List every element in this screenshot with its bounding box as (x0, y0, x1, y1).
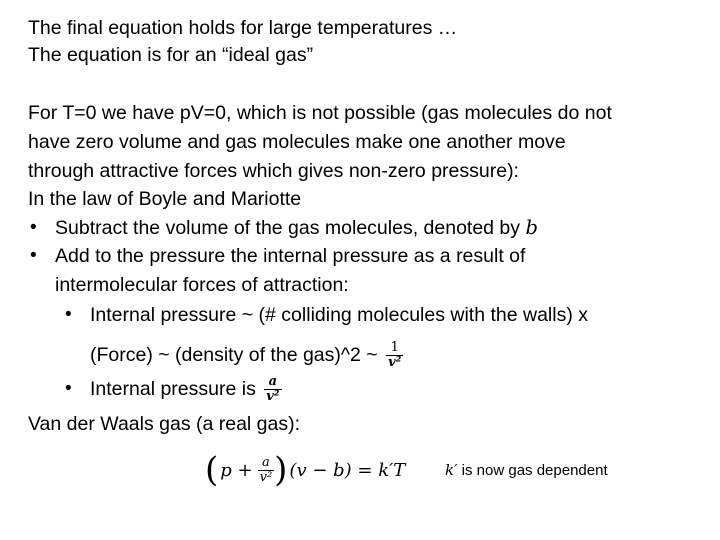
sub-bullet-internal-pressure-formula (90, 371, 282, 407)
equation-open-paren: ( (205, 450, 219, 490)
fraction-numerator: 1 (390, 340, 399, 356)
equation-fraction-numerator: a (261, 454, 270, 470)
variable-b: b (525, 216, 538, 239)
bullet-add-pressure-line-2: intermolecular forces of attraction: (55, 274, 349, 296)
heading-line-2: The equation is for an “ideal gas” (28, 44, 314, 66)
equation-close-paren: ) (274, 450, 288, 490)
fraction-one-over-v-squared (386, 341, 403, 370)
bullet-subtract-text: Subtract the volume of the gas molecules, denoted by (55, 217, 521, 239)
paragraph-line-1: For T=0 we have pV=0, which is not possible (gas molecules do not (28, 102, 612, 124)
fraction-a-over-v-squared (264, 375, 281, 404)
fraction-denominator: v² (266, 389, 280, 405)
sub-bullet-internal-pressure-line-1: Internal pressure ~ (# colliding molecules with the walls) x (90, 304, 589, 326)
gas-dependent-note (445, 461, 608, 479)
note-variable: k′ (445, 461, 458, 479)
bullet-marker: • (30, 217, 37, 238)
equation-p-term: p + (220, 459, 253, 481)
sub-bullet-line-2-text: (Force) ~ (density of the gas)^2 ~ (90, 344, 378, 366)
equation-fraction-denominator: v² (259, 469, 273, 485)
equation-fraction (258, 456, 275, 485)
paragraph-line-4: In the law of Boyle and Mariotte (28, 188, 302, 210)
equation-rest: (v − b) = k′T (289, 459, 406, 481)
bullet-marker: • (30, 245, 37, 266)
fraction-numerator: a (268, 374, 278, 390)
sub-bullet-marker: • (65, 378, 72, 399)
note-text: is now gas dependent (457, 462, 608, 479)
paragraph-line-2: have zero volume and gas molecules make one another move (28, 131, 566, 153)
bullet-subtract-volume (55, 216, 538, 240)
van-der-waals-heading: Van der Waals gas (a real gas): (28, 413, 301, 435)
sub-bullet-formula-text: Internal pressure is (90, 378, 256, 400)
sub-bullet-internal-pressure-line-2 (90, 339, 403, 371)
bullet-add-pressure-line-1: Add to the pressure the internal pressure as a result of (55, 245, 526, 267)
paragraph-line-3: through attractive forces which gives non-zero pressure): (28, 160, 519, 182)
sub-bullet-marker: • (65, 304, 72, 325)
van-der-waals-equation (205, 450, 405, 490)
fraction-denominator: v² (388, 355, 402, 371)
heading-line-1: The final equation holds for large temperatures … (28, 17, 458, 39)
